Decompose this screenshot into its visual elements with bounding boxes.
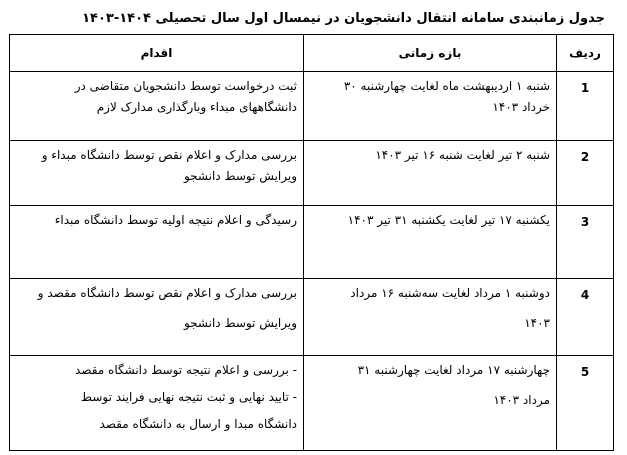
table-row (10, 72, 614, 141)
period-line: مرداد ۱۴۰۳ (493, 393, 550, 407)
action-line: ویرایش توسط دانشجو (183, 169, 297, 183)
row-action (10, 141, 304, 206)
header-action: اقدام (10, 35, 304, 72)
row-period (304, 72, 557, 141)
action-line: بررسی مدارک و اعلام نقص توسط دانشگاه مبداء و (41, 148, 297, 162)
table-row (10, 356, 614, 451)
document-title: جدول زمانبندی سامانه انتقال دانشجویان در نیمسال اول سال تحصیلی ۱۴۰۴-۱۴۰۳ (82, 11, 605, 26)
row-action (10, 279, 304, 356)
row-action (10, 356, 304, 451)
table-header-row (10, 35, 614, 72)
table-row (10, 206, 614, 279)
schedule-table (9, 34, 614, 451)
action-line: رسیدگی و اعلام نتیجه اولیه توسط دانشگاه مبداء (54, 213, 297, 227)
period-line: شنبه ۱ اردیبهشت ماه لغایت چهارشنبه ۳۰ (343, 79, 550, 93)
row-action (10, 72, 304, 141)
action-line: ویرایش توسط دانشجو (183, 316, 297, 330)
row-period (304, 141, 557, 206)
period-line: دوشنبه ۱ مرداد لغایت سه‌شنبه ۱۶ مرداد (350, 286, 550, 300)
period-line: چهارشنبه ۱۷ مرداد لغایت چهارشنبه ۳۱ (357, 363, 550, 377)
row-number: 3 (557, 206, 614, 279)
period-line: یکشنبه ۱۷ تیر لغایت یکشنبه ۳۱ تیر ۱۴۰۳ (347, 213, 550, 227)
row-number: 1 (557, 72, 614, 141)
row-number: 2 (557, 141, 614, 206)
action-line: ثبت درخواست توسط دانشجویان متقاضی در (74, 79, 297, 93)
row-action (10, 206, 304, 279)
row-period (304, 279, 557, 356)
action-line: بررسی مدارک و اعلام نقص توسط دانشگاه مقصد و (37, 286, 297, 300)
header-row-number: ردیف (557, 35, 614, 72)
table-row (10, 141, 614, 206)
action-line: دانشگاههای مبداء وبارگذاری مدارک لازم (96, 100, 297, 114)
header-period: بازه زمانی (304, 35, 557, 72)
table-row (10, 279, 614, 356)
action-line: - تایید نهایی و ثبت نتیجه نهایی فرایند توسط (80, 390, 297, 404)
action-line: - بررسی و اعلام نتیجه توسط دانشگاه مقصد (75, 363, 297, 377)
period-line: خرداد ۱۴۰۳ (492, 100, 550, 114)
action-line: دانشگاه مبدا و ارسال به دانشگاه مقصد (99, 417, 297, 431)
row-period (304, 356, 557, 451)
period-line: شنبه ۲ تیر لغایت شنبه ۱۶ تیر ۱۴۰۳ (375, 148, 550, 162)
period-line: ۱۴۰۳ (524, 316, 550, 330)
row-number: 4 (557, 279, 614, 356)
row-period (304, 206, 557, 279)
row-number: 5 (557, 356, 614, 451)
